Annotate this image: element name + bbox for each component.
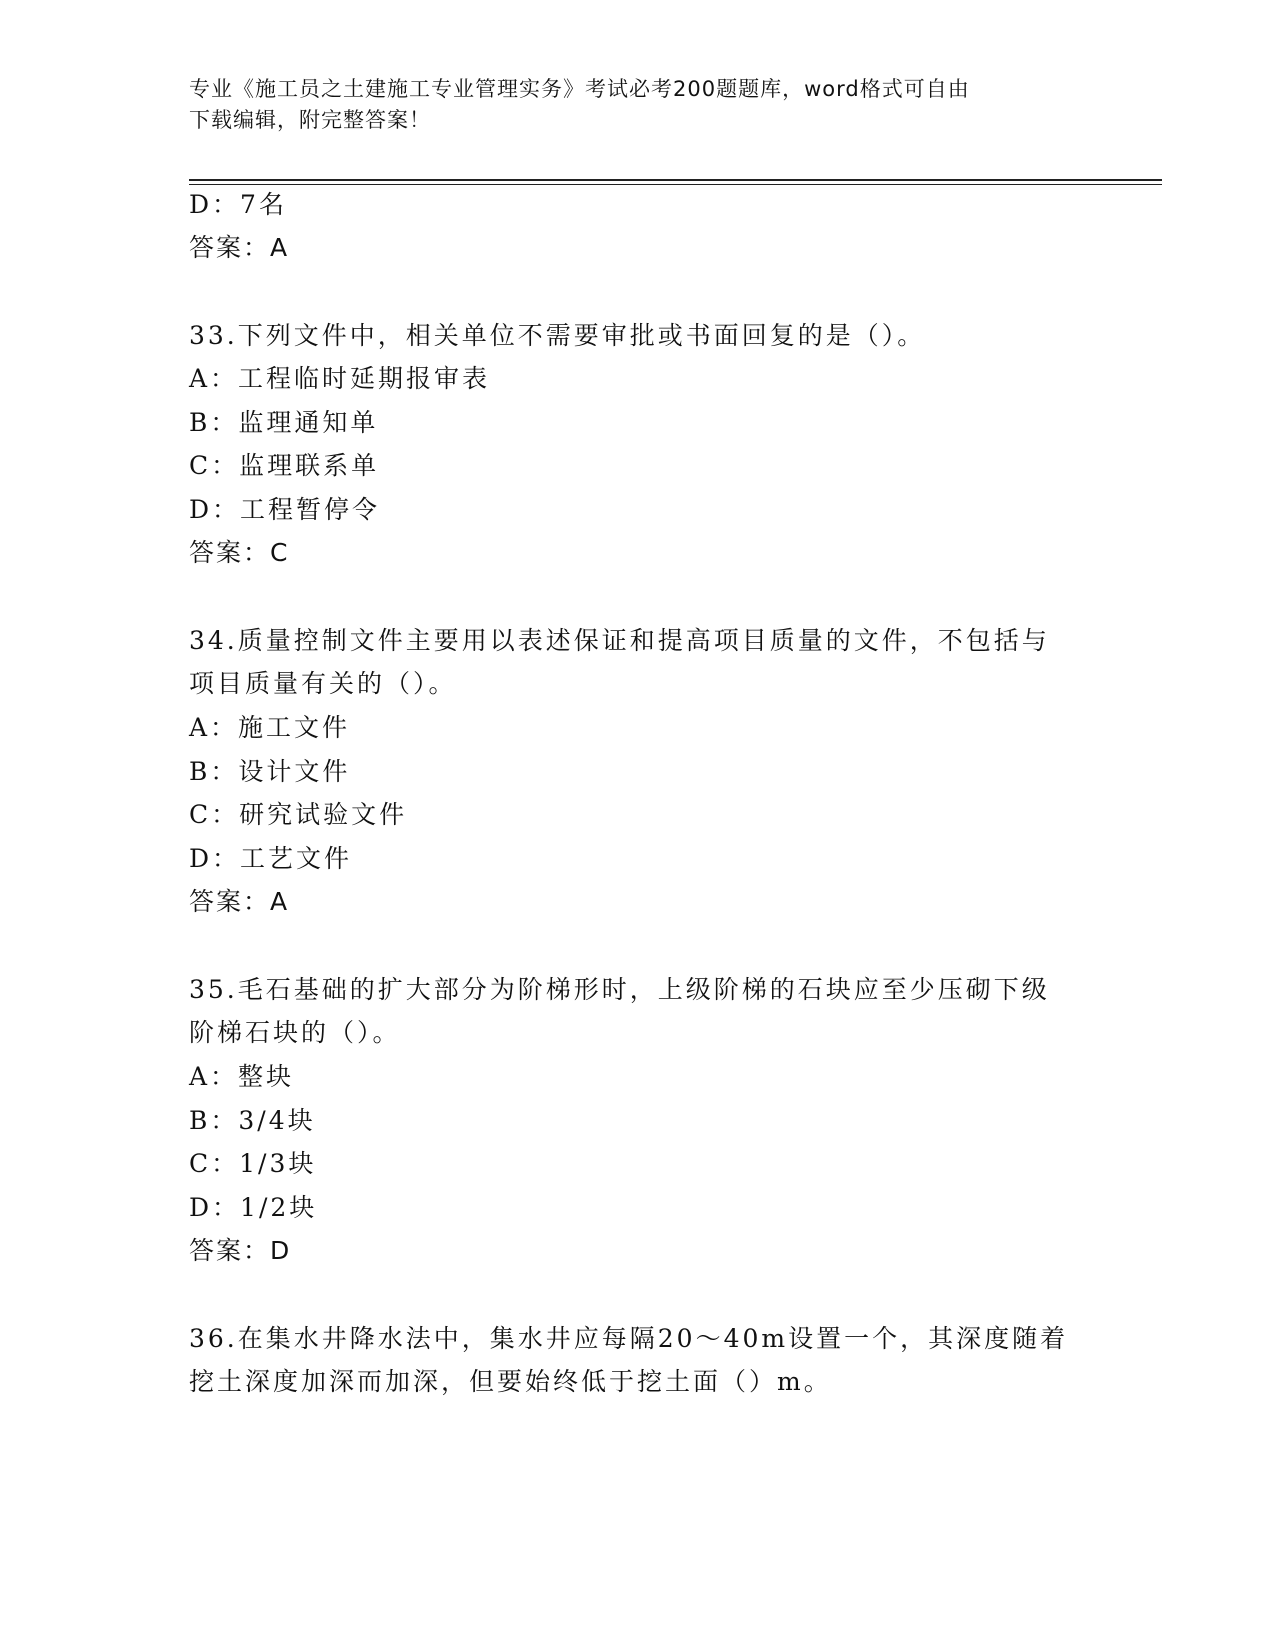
q33-option-a: A：工程临时延期报审表: [189, 364, 491, 393]
q34-option-d: D：工艺文件: [189, 844, 353, 873]
q36-stem-line-2: 挖土深度加深而加深，但要始终低于挖土面（）m。: [189, 1367, 832, 1396]
header-line-1: 专业《施工员之土建施工专业管理实务》考试必考200题题库，word格式可自由: [189, 77, 970, 101]
q35-option-d: D：1/2块: [189, 1193, 318, 1222]
q34-option-a: A：施工文件: [189, 713, 351, 742]
q34-stem-line-2: 项目质量有关的（）。: [189, 669, 457, 698]
q34-option-c: C：研究试验文件: [189, 800, 408, 829]
q35-answer: 答案：D: [189, 1236, 292, 1265]
header-line-2: 下载编辑，附完整答案！: [189, 108, 431, 132]
q34-option-b: B：设计文件: [189, 757, 351, 786]
header-divider-thick: [189, 179, 1162, 181]
q33-option-c: C：监理联系单: [189, 451, 380, 480]
q35-option-a: A：整块: [189, 1062, 295, 1091]
q34-stem-line-1: 34.质量控制文件主要用以表述保证和提高项目质量的文件，不包括与: [189, 626, 1050, 655]
q32-answer: 答案：A: [189, 233, 290, 262]
q34-answer: 答案：A: [189, 887, 290, 916]
q35-option-c: C：1/3块: [189, 1149, 317, 1178]
q33-option-b: B：监理通知单: [189, 408, 379, 437]
q35-stem-line-2: 阶梯石块的（）。: [189, 1018, 401, 1047]
q33-answer: 答案：C: [189, 538, 290, 567]
document-header: [189, 74, 1089, 136]
header-divider-thin: [189, 184, 1162, 185]
q33-stem: 33.下列文件中，相关单位不需要审批或书面回复的是（）。: [189, 321, 926, 350]
q35-option-b: B：3/4块: [189, 1106, 316, 1135]
q36-stem-line-1: 36.在集水井降水法中，集水井应每隔20～40m设置一个，其深度随着: [189, 1324, 1069, 1353]
q33-option-d: D：工程暂停令: [189, 495, 381, 524]
q32-option-d: D：7名: [189, 190, 287, 219]
q35-stem-line-1: 35.毛石基础的扩大部分为阶梯形时，上级阶梯的石块应至少压砌下级: [189, 975, 1050, 1004]
